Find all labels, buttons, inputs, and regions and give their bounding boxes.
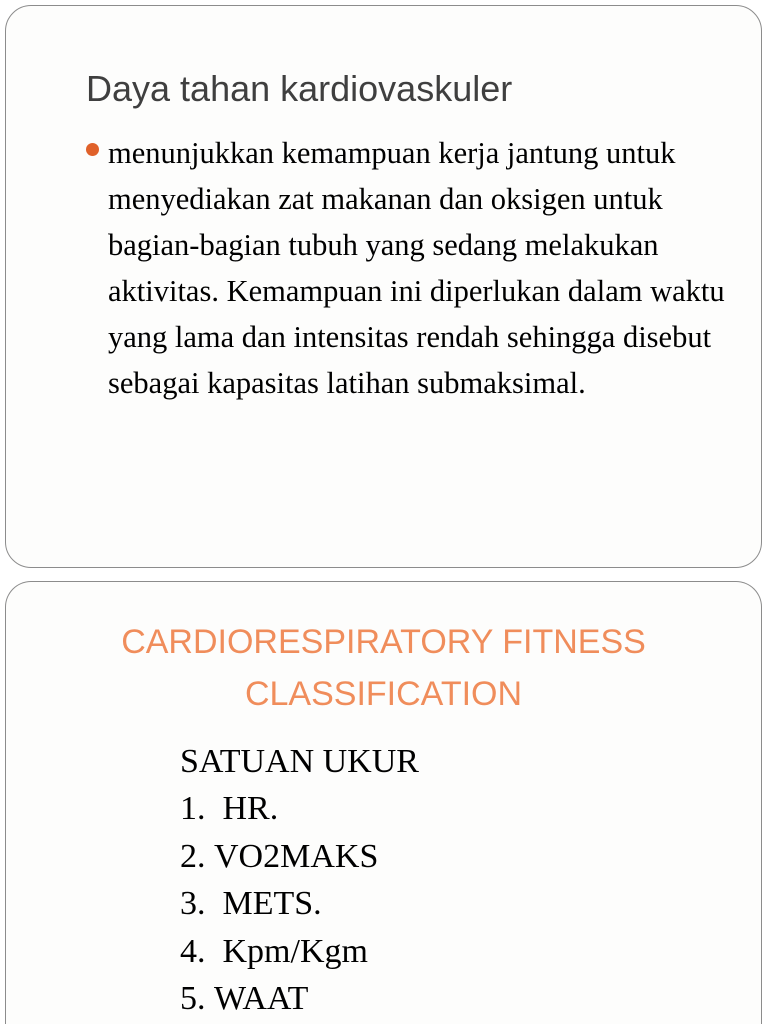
measurement-list (180, 785, 419, 1023)
list-item-number: 1. (180, 790, 206, 827)
slide-title: Daya tahan kardiovaskuler (86, 68, 513, 109)
measurement-heading: SATUAN UKUR (180, 743, 419, 780)
slide-title-line-2: CLASSIFICATION (244, 675, 523, 713)
list-item-text: Kpm/Kgm (222, 932, 368, 970)
list-item-text: VO2MAKS (214, 837, 379, 875)
list-item (180, 785, 419, 833)
slide-cardiorespiratory (5, 581, 762, 1024)
list-item-number: 3. (180, 885, 206, 922)
slide-daya-tahan (5, 5, 762, 568)
measurement-units (180, 738, 419, 1023)
list-item-number: 5. (180, 980, 206, 1017)
slide-title-line-1: CARDIORESPIRATORY FITNESS (121, 623, 646, 661)
list-item-text: WAAT (214, 980, 309, 1017)
bullet-dot-icon (86, 143, 99, 156)
list-item (180, 880, 419, 928)
list-item (180, 928, 419, 976)
list-item-text: HR. (222, 790, 279, 827)
bullet-text: menunjukkan kemampuan kerja jantung untuk menyediakan zat makanan dan oksigen untuk bagian-bagian tubuh yang sedang melakukan aktivitas. Kemampuan ini diperlukan dalam waktu yang lama dan intensitas rendah sehingga disebut sebagai kapasitas latihan submaksimal. (108, 136, 725, 400)
slide-title (6, 616, 761, 720)
list-item (180, 833, 419, 881)
list-item-number: 4. (180, 932, 206, 970)
list-item (180, 975, 419, 1023)
list-item-text: METS. (222, 885, 322, 922)
bullet-item (86, 130, 726, 406)
list-item-number: 2. (180, 837, 206, 875)
